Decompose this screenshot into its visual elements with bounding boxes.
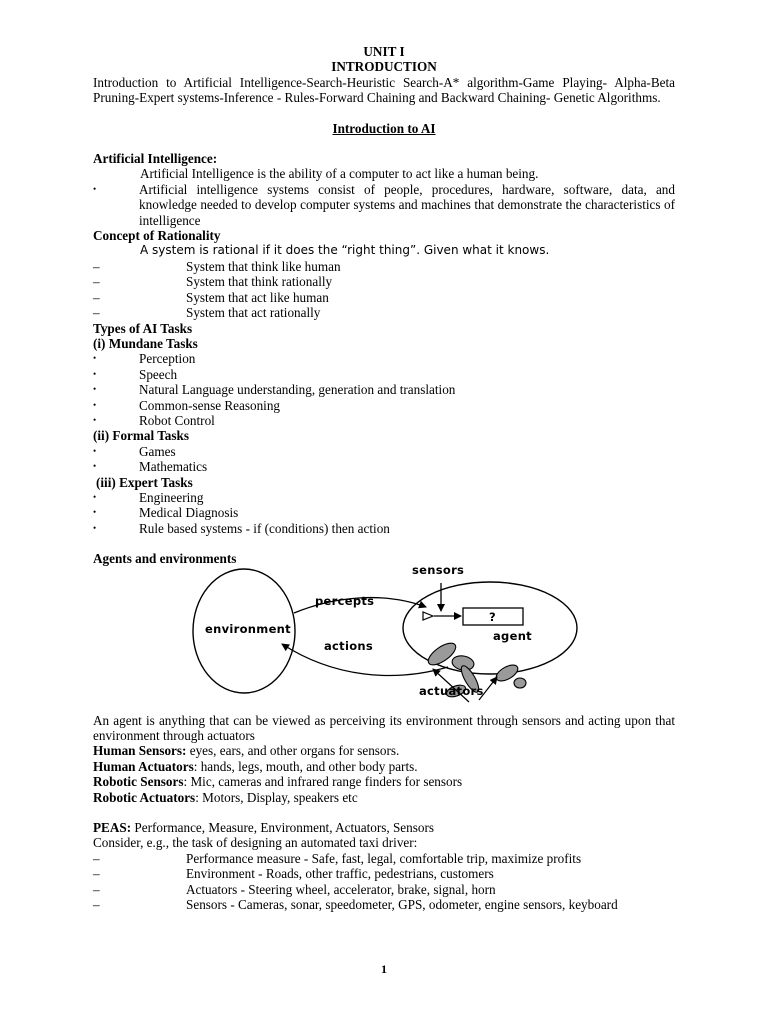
expert-heading: (iii) Expert Tasks [96,474,193,490]
list-item: • Rule based systems - if (conditions) then action [93,520,390,536]
definition-line: Human Actuators: hands, legs, mouth, and other body parts. [93,758,418,774]
bullet-icon: • [93,353,97,364]
dash-icon: – [93,305,100,321]
dash-icon: – [93,881,100,897]
unit-overview: Introduction to Artificial Intelligence-Search-Heuristic Search-A* algorithm-Game Playing- Alpha-Beta Pruning-Expert systems-Inference - Rules-Forward Chaining and Backward Chaining- Genetic Algorithms. [93,74,675,106]
dash-icon: – [93,866,100,882]
agents-heading: Agents and environments [93,551,237,567]
bullet-icon: • [93,368,97,379]
list-item: • Games [93,443,176,459]
agent-definition: An agent is anything that can be viewed as perceiving its environment through sensors and acting upon that environment through actuators [93,712,675,743]
list-item: – Actuators - Steering wheel, accelerator, brake, signal, horn [93,881,496,897]
ai-definition: Artificial Intelligence is the ability of a computer to act like a human being. [140,166,539,182]
dash-icon: – [93,850,100,866]
list-item: • Robot Control [93,412,215,428]
sensors-label: sensors [412,562,465,577]
bullet-icon: • [93,522,97,533]
list-item: – System that act rationally [93,305,321,321]
document-page [93,44,675,912]
list-item: • Common-sense Reasoning [93,397,281,413]
formal-heading: (ii) Formal Tasks [93,428,189,444]
ai-bullet: • Artificial intelligence systems consist of people, procedures, hardware, software, data, and knowledge needed to develop computer systems and machines that demonstrate the characteristics of intelligence [93,181,675,228]
eye-icon [423,612,433,620]
agent-label: agent [493,628,532,643]
diagram-graphic [93,567,675,713]
bullet-icon: • [93,414,97,425]
peas-intro: Consider, e.g., the task of designing an automated taxi driver: [93,835,418,851]
list-item: – Environment - Roads, other traffic, pedestrians, customers [93,866,494,882]
unknown-label: ? [489,609,496,624]
dash-icon: – [93,258,100,274]
bullet-icon: • [93,445,97,456]
bullet-icon: • [93,384,97,395]
actions-label: actions [324,638,374,653]
ai-heading: Artificial Intelligence: [93,151,218,167]
percepts-label: percepts [315,593,375,608]
bullet-icon: • [93,399,97,410]
dash-icon: – [93,289,100,305]
unit-label: UNIT I [363,44,405,59]
actuators-label: actuators [419,683,484,698]
list-item: – Performance measure - Safe, fast, legal, comfortable trip, maximize profits [93,850,582,866]
bullet-icon: • [93,183,97,194]
mundane-heading: (i) Mundane Tasks [93,335,198,351]
list-item: – System that think like human [93,258,341,274]
list-item: • Natural Language understanding, generation and translation [93,382,456,398]
rationality-statement: A system is rational if it does the “right thing”. Given what it knows. [140,243,550,258]
dash-icon: – [93,274,100,290]
list-item: – System that think rationally [93,274,333,290]
list-item: – Sensors - Cameras, sonar, speedometer, GPS, odometer, engine sensors, keyboard [93,897,618,913]
page-number: 1 [381,962,387,976]
environment-label: environment [205,621,291,636]
bullet-icon: • [93,507,97,518]
list-item: • Medical Diagnosis [93,505,239,521]
rationality-heading: Concept of Rationality [93,228,221,244]
agent-environment-diagram [93,562,675,713]
list-item: • Mathematics [93,459,208,475]
list-item: • Speech [93,366,178,382]
definition-line: Robotic Sensors: Mic, cameras and infrared range finders for sensors [93,774,463,790]
list-item: • Engineering [93,489,204,505]
bullet-icon: • [93,461,97,472]
peas-line: PEAS: Performance, Measure, Environment, Actuators, Sensors [93,820,434,836]
list-item: – System that act like human [93,289,329,305]
list-item: • Perception [93,351,196,367]
bullet-icon: • [93,491,97,502]
tasks-heading: Types of AI Tasks [93,320,193,336]
dash-icon: – [93,897,100,913]
definition-line: Human Sensors: eyes, ears, and other organs for sensors. [93,743,400,759]
chapter-title: INTRODUCTION [331,59,437,75]
section-title: Introduction to AI [332,120,436,136]
definition-line: Robotic Actuators: Motors, Display, speakers etc [93,789,358,805]
